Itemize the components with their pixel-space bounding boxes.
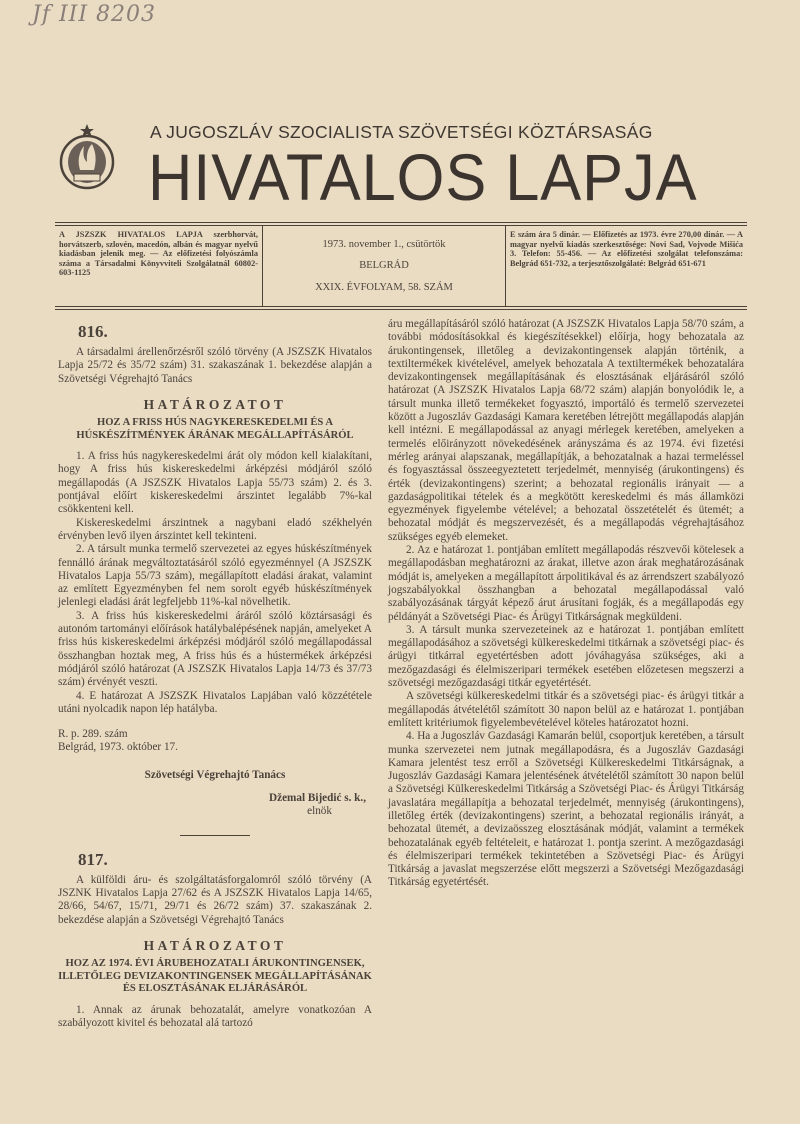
left-column [58, 318, 372, 1030]
reference-number: R. p. 289. szám [58, 728, 128, 741]
subscription-info: E szám ára 5 dinár. — Előfizetés az 1973. évre 270,00 dinár. — A magyar nyelvű kiadás szerkesztősége: Novi Sad, Vojvode Mišića 3. Telefon: 55-456. — Az előfizetési szolgálat telefonszáma: Belgrád 651-732, a terjesztőszolgálaté: Belgrád 651-671 [510, 230, 743, 268]
document-number: 816. [78, 322, 108, 341]
decision-heading: HATÁROZATOT [143, 396, 287, 412]
masthead-infobar [55, 222, 747, 310]
signer-role: elnök [307, 805, 332, 818]
paragraph: 3. A friss hús kiskereskedelmi áráról szóló köztársasági és autonóm tartományi előírások hatálybalépésének napján, amelyeket A friss hús kiskereskedelmi árképzési módjáról szóló megállapodással összhangban hoztak meg, A friss hús és a hústermékek árképzési módjáról szóló határozat (A JSZSZK Hivatalos Lapja 14/73 és 37/73 szám) érvényét veszti. [58, 609, 372, 689]
masthead-subtitle: A JUGOSZLÁV SZOCIALISTA SZÖVETSÉGI KÖZTÁRSASÁG [150, 122, 653, 142]
paragraph: 2. Az e határozat 1. pontjában említett megállapodás részvevői kötelesek a megállapodásban meghatározni az árakat, illetve azon árak meghatározásának módját is, amelyeken a megállapított árpolitikával és az árrendszert szabályozó jogszabályokkal összhangban a behozatal megállapodással való szabályozásának tárgyát képező árut árusítani fogják, és a megállapodás egy példányát a Szövetségi Piac- és Árügyi Titkárságnak megküldeni. [388, 544, 744, 623]
masthead-title: HIVATALOS LAPJA [148, 140, 698, 214]
paragraph: 4. E határozat A JSZSZK Hivatalos Lapjában való közzététele utáni nyolcadik napon lép hatályba. [58, 689, 372, 715]
paragraph: 3. A társult munka szervezeteinek az e határozat 1. pontjában említett megállapodásához a szövetségi külkereskedelmi titkárnak a szövetségi piac- és árügyi titkárral egyetértésben adott jóváhagyása szükséges, aki a mezőgazdasági és élelmiszeripari termékek esetében előzetesen megszerzi a szövetségi mezőgazdasági titkár egyetértését. [388, 623, 744, 690]
state-emblem-icon [58, 124, 116, 190]
paragraph: 4. Ha a Jugoszláv Gazdasági Kamarán belül, csoportjuk keretében, a társult munka szervezetei nem jutnak megállapodásra, és a Jugoszláv Gazdasági Kamara jelentést tesz erről a Szövetségi Külkereskedelmi Titkárságnak, a Jugoszláv Gazdasági Kamara jelentésének átvételétől számított 30 napon belül a Szövetségi Külkereskedelmi Titkárság a Szövetségi Piac- és Árügyi Titkárság javaslatára megállapítja a behozatal terjedelmét, mennyiség (árukontingens), illetőleg érték (devizakontingens) szerint, a behozatal regionális irányát, a behozatal ütemét, a devizaösszeg elosztásának módját, valamint a termékek behozatalának egyéb feltételeit, e határozat 1. pontja szerint. A mezőgazdasági és élelmiszeripari termékek tekintetében a Szövetségi Piac- és Árügyi Titkárság a javaslat megszerzése előtt megszerzi a Szövetségi Mezőgazdasági Titkárság egyetértését. [388, 730, 744, 889]
issue-place: BELGRÁD [359, 260, 409, 272]
issue-number: XXIX. ÉVFOLYAM, 58. SZÁM [315, 281, 453, 293]
publication-info: A JSZSZK HIVATALOS LAPJA szerbhorvát, horvátszerb, szlovén, macedón, albán és magyar nyelvű kiadásban jelenik meg. — Az előfizetési folyószámla száma a Társadalmi Könyvviteli Szolgálatnál 60802-603-1125 [55, 226, 263, 306]
paragraph: áru megállapításáról szóló határozat (A JSZSZK Hivatalos Lapja 58/70 szám, a további módosításokkal és kiegészítésekkel) előírja, hogy behozatala az árukontingensek, illetőleg a devizakontingensek alapján történik, a textiltermékek kivételével, amelyek behozatala A textiltermékek behozatalára devizakontingensek megállapításának és elosztásának eljárásáról szóló határozat (A JSZSZK Hivatalos Lapja 68/72 szám) alapján bonyolódik le, a társult munka illető termékeket fogyasztó, importáló és termelő szervezetei között a Jugoszláv Gazdasági Kamara keretében létrejött megállapodás alapján kell intézni. E megállapodással az anyagi mérlegek keretében, amelyeken a termelés előirányzott növekedésének arányszáma és az 1974. évi fizetési mérleg arányai alapszanak, megállapítják, a behozatalnak a hazai termeléssel és fogyasztással összeegyeztetett terjedelmét, mennyiség (árukontingens) és érték (devizakontingens) szerint; a behozatal regionális irányait — a gazdaságpolitikai tételek és a megkötött kereskedelmi és más államközi egyezmények figyelembe vételével; a behozatal összetételét és ütemét; a behozatal módját és megszervezését, és a megállapodás végrehajtásához szükséges egyéb elemeket. [388, 318, 744, 543]
decision-subheading: HOZ AZ 1974. ÉVI ÁRUBEHOZATALI ÁRUKONTINGENSEK, ILLETŐLEG DEVIZAKONTINGENSEK MEGÁLLAPÍTÁSÁNAK ÉS ELOSZTÁSÁNAK ELJÁRÁSÁRÓL [58, 958, 372, 995]
separator [180, 835, 250, 836]
place-date: Belgrád, 1973. október 17. [58, 741, 178, 754]
signer-name: Džemal Bijedić s. k., [269, 792, 366, 805]
decision-subheading: HOZ A FRISS HÚS NAGYKERESKEDELMI ÉS A HÚSKÉSZÍTMÉNYEK ÁRÁNAK MEGÁLLAPÍTÁSÁRÓL [76, 417, 354, 441]
signer-organization: Szövetségi Végrehajtó Tanács [144, 768, 286, 781]
paragraph: Kiskereskedelmi árszintnek a nagybani eladó székhelyén érvényben levő ilyen árszintet kell tekinteni. [58, 516, 372, 542]
paragraph: A szövetségi külkereskedelmi titkár és a szövetségi piac- és árügyi titkár a megállapodás átvételétől számított 30 napon belül az e határozat 1. pontjában említett kritériumok figyelembevételével köteles határozatot hozni. [388, 690, 744, 729]
issue-date: 1973. november 1., csütörtök [322, 238, 446, 250]
issue-info [263, 226, 506, 306]
paragraph: 1. A friss hús nagykereskedelmi árát oly módon kell kialakítani, hogy A friss hús kiskereskedelmi árképzési módjáról szóló megállapodás (A JSZSZK Hivatalos Lapja 55/73 szám) 2. és 3. pontjával előírt kiskereskedelmi árszintet legalább 7%-kal csökkenteni kell. [58, 450, 372, 516]
paragraph: 1. Annak az árunak behozatalát, amelyre vonatkozóan A szabályozott kivitel és behozatal alá tartozó [58, 1003, 372, 1029]
right-column [388, 318, 744, 890]
preamble: A külföldi áru- és szolgáltatásforgalomról szóló törvény (A JSZNK Hivatalos Lapja 27/62 és A JSZSZK Hivatalos Lapja 14/65, 28/66, 54/67, 15/71, 29/71 és 26/72 szám) 37. szakaszának 2. bekezdése alapján a Szövetségi Végrehajtó Tanács [58, 873, 372, 926]
handwritten-catalog-mark: Jf III 8203 [32, 2, 157, 27]
paragraph: 2. A társult munka termelő szervezetei az egyes húskészítmények fennálló árának megváltoztatásáról szóló egyezménnyel (A JSZSZK Hivatalos Lapja 55/73 szám), megállapított eladási árakat, valamint az említett Egyezményben fel nem sorolt egyéb húskészítmények jelenlegi eladási árát legfeljebb 11%-kal növelhetik. [58, 543, 372, 609]
preamble: A társadalmi árellenőrzésről szóló törvény (A JSZSZK Hivatalos Lapja 25/72 és 35/72 szám) 31. szakaszának 1. bekezdése alapján a Szövetségi Végrehajtó Tanács [58, 346, 372, 385]
decision-heading: HATÁROZATOT [143, 937, 287, 953]
document-number: 817. [78, 849, 108, 869]
